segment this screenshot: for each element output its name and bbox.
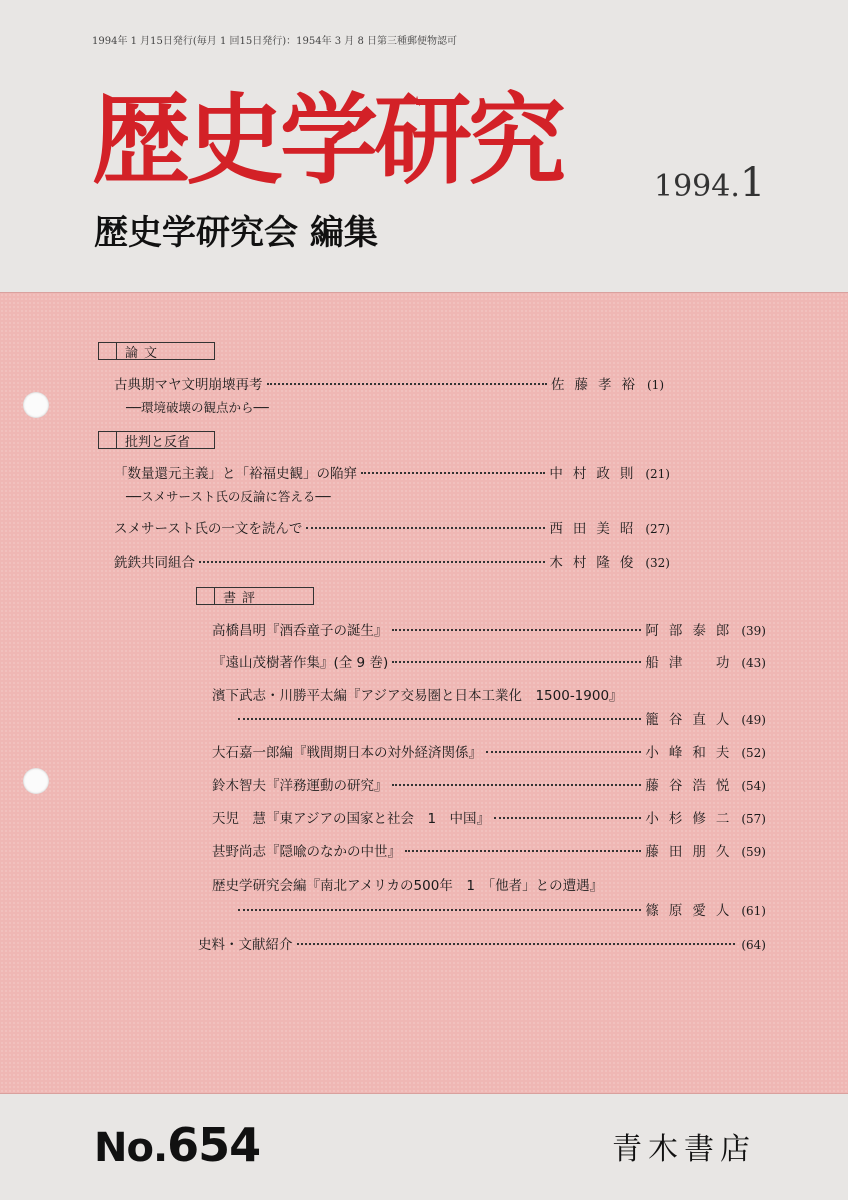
- toc-entry-title: 濱下武志・川勝平太編『アジア交易圏と日本工業化 1500-1900』: [212, 688, 623, 704]
- toc-entry: 天児 慧『東アジアの国家と社会 1 中国』 小杉修二 (57): [212, 811, 766, 827]
- toc-entry-title: 歴史学研究会編『南北アメリカの500年 1 「他者」との遭遇』: [212, 878, 604, 894]
- journal-title: 歴史学研究: [92, 84, 563, 198]
- toc-subtitle: ──スメサースト氏の反論に答える──: [126, 489, 331, 504]
- toc-entry: 『遠山茂樹著作集』(全 9 巻) 船津 功 (43): [212, 655, 766, 671]
- toc-subtitle: ──環境破壊の観点から──: [126, 400, 269, 415]
- binder-hole-top: [23, 392, 49, 418]
- toc-entry: 鈴木智夫『洋務運動の研究』 藤谷浩悦 (54): [212, 778, 766, 794]
- toc-entry: 籠谷直人 (49): [238, 708, 766, 728]
- toc-entry: 銑鉄共同組合 木村隆俊 (32): [114, 555, 670, 571]
- issue-number: No.654: [94, 1118, 261, 1172]
- publisher-name: 青木書店: [612, 1132, 756, 1167]
- toc-entry: 大石嘉一郎編『戦間期日本の対外経済関係』 小峰和夫 (52): [212, 745, 766, 761]
- binder-hole-bottom: [23, 768, 49, 794]
- section-hihan: 批判と反省: [98, 431, 215, 449]
- section-ronbun: 論文: [98, 342, 215, 360]
- toc-entry: 史料・文献紹介 (64): [198, 937, 766, 953]
- editor-line: 歴史学研究会 編集: [94, 213, 378, 253]
- toc-entry: 古典期マヤ文明崩壊再考 佐藤孝裕 (1): [114, 377, 664, 393]
- section-shohyo: 書評: [196, 587, 314, 605]
- toc-entry: 篠原愛人 (61): [238, 899, 766, 919]
- issue-month: 1: [739, 160, 766, 206]
- publication-notice: 1994年 1 月15日発行(毎月 1 回15日発行)：1954年 3 月 8 日第三種郵便物認可: [92, 36, 458, 47]
- toc-entry: 高橋昌明『酒呑童子の誕生』 阿部泰郎 (39): [212, 623, 766, 639]
- toc-entry: 「数量還元主義」と「裕福史観」の陥穽 中村政則 (21): [114, 466, 670, 482]
- issue-date: [654, 160, 765, 206]
- issue-year: 1994.: [654, 169, 740, 204]
- toc-entry: 甚野尚志『隠喩のなかの中世』 藤田朋久 (59): [212, 844, 766, 860]
- toc-entry: スメサースト氏の一文を読んで 西田美昭 (27): [114, 521, 670, 537]
